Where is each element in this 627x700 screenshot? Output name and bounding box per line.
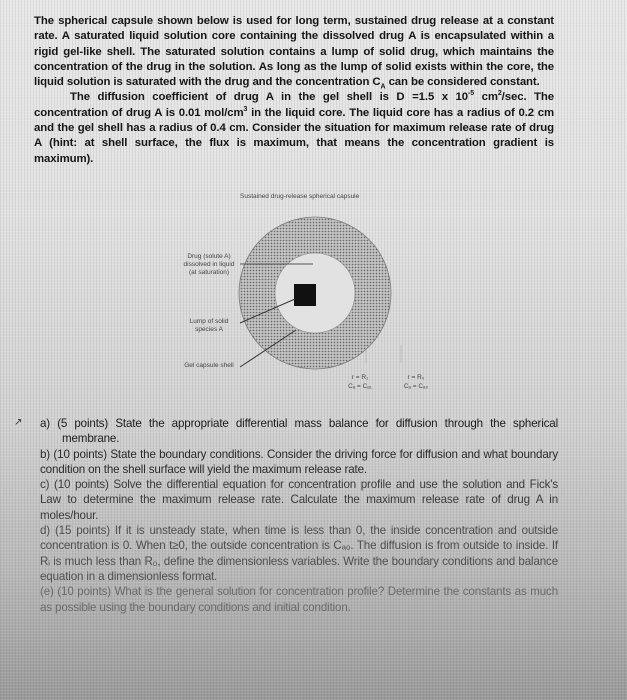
- figure-title: Sustained drug-release spherical capsule: [240, 193, 360, 200]
- question-list: [40, 416, 558, 615]
- question-e: (e) (10 points) What is the general solution for concentration profile? Determine the constants as much as possible using the boundary conditions and initial condition.: [40, 585, 558, 614]
- intro-text-2d: in the liquid core. The liquid core has a radius of 0.2 cm and the gel shell has a radius of 0.4 cm. Consider the situation for maximum release rate of drug A (hint: at shell surface, the flux is maximum, that means the concentration gradient is maximum).: [34, 106, 554, 165]
- outer-boundary-label: [396, 373, 436, 391]
- solid-lump: [294, 284, 316, 306]
- outer-radius-text: r = R₀: [407, 374, 425, 381]
- intro-text-1-end: can be considered constant.: [385, 76, 540, 89]
- intro-text-2a: The diffusion coefficient of drug A in the gel shell is D =1.5 x 10: [70, 91, 469, 104]
- exponent: -5: [468, 90, 475, 98]
- inner-boundary-label: [340, 373, 380, 391]
- question-c: c) (10 points) Solve the differential equation for concentration profile and use the solution and Fick's Law to determine the maximum release rate. Calculate the maximum release rate of drug A in moles/hour.: [40, 478, 558, 522]
- cubed: 3: [243, 105, 248, 113]
- problem-statement: [34, 14, 554, 167]
- label-gel-shell: Gel capsule shell: [184, 362, 234, 369]
- question-b: b) (10 points) State the boundary conditions. Consider the driving force for diffusion and what boundary condition on the shell surface will yield the maximum release rate.: [40, 447, 558, 476]
- label-dissolved-drug: Drug (solute A) dissolved in liquid (at saturation): [183, 253, 235, 276]
- intro-text-2c: /sec. The concentration of drug A is 0.01 mol/cm: [34, 91, 555, 119]
- intro-paragraph-1: [34, 14, 554, 90]
- subscript-a: A: [380, 83, 386, 91]
- squared: 2: [497, 90, 502, 98]
- question-a: a) (5 points) State the appropriate differential mass balance for diffusion through the spherical membrane.: [40, 417, 558, 446]
- pen-mark-icon: ↗: [14, 417, 23, 428]
- intro-paragraph-2: [34, 90, 554, 166]
- capsule-diagram: [150, 185, 450, 395]
- outer-conc-text: Cₐ = Cₐ₀: [403, 383, 429, 390]
- inner-conc-text: Cₐ = Cₐ₁: [348, 383, 372, 390]
- intro-text-2b: cm: [474, 91, 498, 104]
- intro-text-1: The spherical capsule shown below is used for long term, sustained drug release at a constant rate. A saturated liquid solution core containing the dissolved drug A is encapsulated within a rigid gel-like shell. The saturated solution contains a lump of solid drug, which maintains the concentration of the drug in the solution. As long as the lump of solid exists within the core, the liquid solution is saturated with the drug and the concentration C: [34, 15, 554, 89]
- question-d: d) (15 points) If it is unsteady state, when time is less than 0, the inside concentration and outside concentration is 0. When t≥0, the outside concentration is Cₐ₀. The diffusion is from outside to inside. If Rᵢ is much less than R₀, define the dimensionless variables. Write the boundary conditions and balance equation in a dimensionless format.: [40, 524, 558, 583]
- inner-radius-text: r = R₁: [351, 374, 369, 381]
- label-solid-lump: Lump of solid species A: [189, 318, 229, 333]
